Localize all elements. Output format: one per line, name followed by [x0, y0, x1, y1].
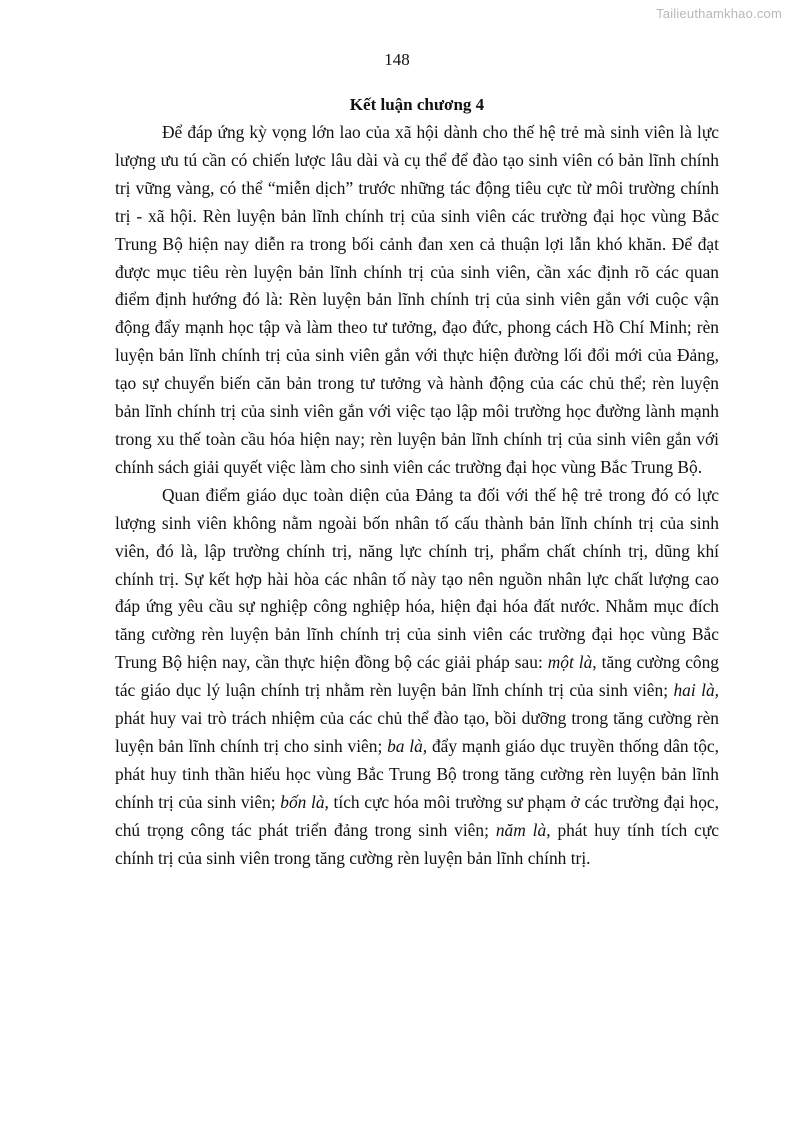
paragraph-1: Để đáp ứng kỳ vọng lớn lao của xã hội dành cho thế hệ trẻ mà sinh viên là lực lượng ưu tú cần có chiến lược lâu dài và cụ thể để đào tạo sinh viên có bản lĩnh chính trị vững vàng, có thể “miễn dịch” trước những tác động tiêu cực từ môi trường chính trị - xã hội. Rèn luyện bản lĩnh chính trị của sinh viên các trường đại học vùng Bắc Trung Bộ hiện nay diễn ra trong bối cảnh đan xen cả thuận lợi lẫn khó khăn. Để đạt được mục tiêu rèn luyện bản lĩnh chính trị của sinh viên, cần xác định rõ các quan điểm định hướng đó là: Rèn luyện bản lĩnh chính trị của sinh viên gắn với cuộc vận động đẩy mạnh học tập và làm theo tư tưởng, đạo đức, phong cách Hồ Chí Minh; rèn luyện bản lĩnh chính trị của sinh viên gắn với thực hiện đường lối đổi mới của Đảng, tạo sự chuyển biến căn bản trong tư tưởng và hành động của các chủ thể; rèn luyện bản lĩnh chính trị của sinh viên gắn với việc tạo lập môi trường học đường lành mạnh trong xu thế toàn cầu hóa hiện nay; rèn luyện bản lĩnh chính trị của sinh viên gắn với chính sách giải quyết việc làm cho sinh viên các trường đại học vùng Bắc Trung Bộ.	[115, 122, 719, 477]
solution-5-label: năm là,	[495, 819, 551, 840]
solution-2-text: phát huy vai trò trách nhiệm của các chủ thể đào tạo, bồi dưỡng trong tăng cường rèn luyện bản lĩnh chính trị cho sinh viên;	[115, 708, 719, 756]
chapter-title: Kết luận chương 4	[349, 95, 485, 114]
paragraph-2	[115, 482, 719, 873]
solution-3-text: đẩy mạnh giáo dục truyền thống dân tộc, phát huy tinh thần hiếu học vùng Bắc Trung Bộ trong tăng cường rèn luyện bản lĩnh chính trị của sinh viên;	[115, 735, 719, 812]
page-number: 148	[384, 50, 410, 69]
document-body	[115, 91, 719, 872]
paragraph-2-intro: Quan điểm giáo dục toàn diện của Đảng ta đối với thế hệ trẻ trong đó có lực lượng sinh viên không nằm ngoài bốn nhân tố cấu thành bản lĩnh chính trị của sinh viên, đó là, lập trường chính trị, năng lực chính trị, phẩm chất chính trị, dũng khí chính trị. Sự kết hợp hài hòa các nhân tố này tạo nên nguồn nhân lực chất lượng cao đáp ứng yêu cầu sự nghiệp công nghiệp hóa, hiện đại hóa đất nước. Nhằm mục đích tăng cường rèn luyện bản lĩnh chính trị của sinh viên các trường đại học vùng Bắc Trung Bộ hiện nay, cần thực hiện đồng bộ các giải pháp sau:	[115, 484, 719, 673]
watermark: Tailieuthamkhao.com	[656, 6, 782, 21]
solution-1-text: tăng cường công tác giáo dục lý luận chính trị nhằm rèn luyện bản lĩnh chính trị của sinh viên;	[115, 652, 719, 701]
solution-4-text: tích cực hóa môi trường sư phạm ở các trường đại học, chú trọng công tác phát triển đảng trong sinh viên;	[115, 791, 719, 840]
solution-3-label: ba là,	[387, 735, 428, 756]
solution-1-label: một là,	[547, 652, 597, 673]
solution-5-text: phát huy tính tích cực chính trị của sinh viên trong tăng cường rèn luyện bản lĩnh chính trị.	[115, 819, 719, 868]
solution-2-label: hai là,	[673, 680, 719, 701]
solution-4-label: bốn là,	[280, 791, 329, 812]
